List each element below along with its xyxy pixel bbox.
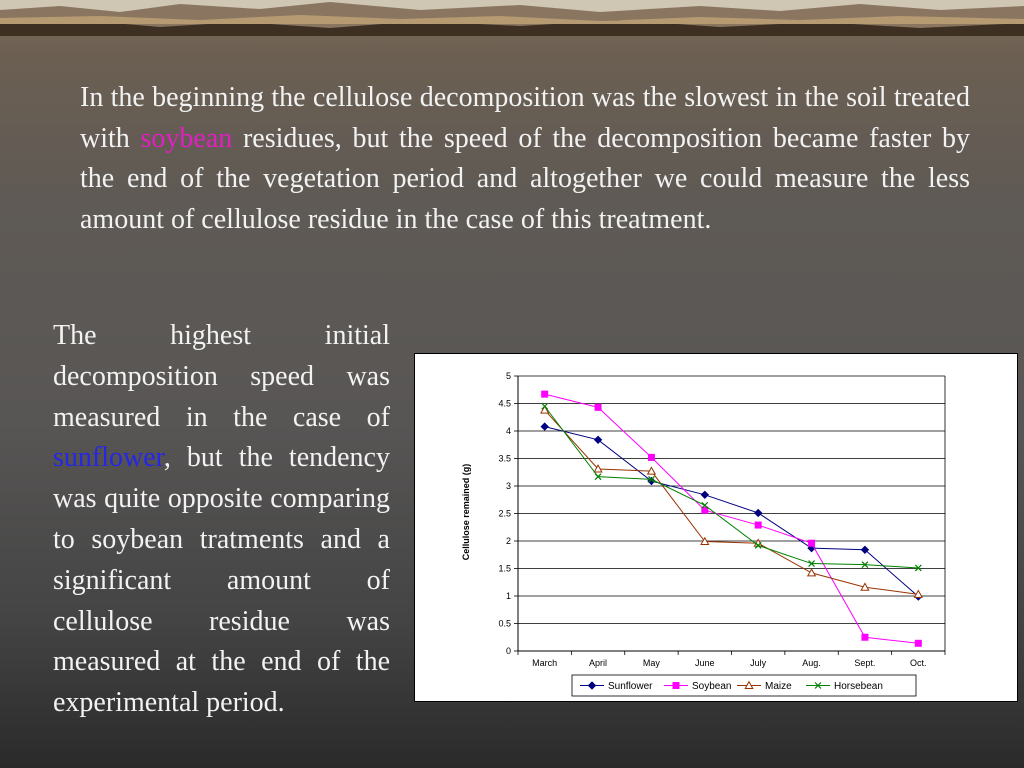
legend-label-maize: Maize	[765, 681, 792, 692]
y-tick-label: 5	[505, 371, 511, 381]
cellulose-line-chart	[415, 354, 1017, 701]
soybean-highlight: soybean	[140, 122, 233, 154]
sunflower-highlight: sunflower	[53, 442, 164, 474]
y-tick-label: 2	[505, 536, 511, 546]
x-tick-label: Oct.	[910, 658, 927, 668]
intro-text-start: In the beginning the cellulose decomposition was the slowest in the soil treated with	[80, 82, 970, 154]
data-point-soybean	[755, 522, 761, 528]
y-tick-label: 2.5	[498, 508, 511, 519]
series-line-horsebean	[545, 406, 919, 568]
cellulose-chart-panel	[414, 353, 1018, 702]
y-tick-label: 3.5	[498, 453, 511, 464]
data-point-sunflower	[755, 509, 762, 516]
intro-paragraph	[80, 78, 970, 240]
sunflower-text-end: , but the tendency was quite opposite comparing to soybean tratments and a significant amount of cellulose residue was measured at the end of the experimental period.	[53, 442, 390, 719]
data-point-soybean	[648, 454, 654, 460]
y-tick-label: 1.5	[498, 563, 511, 574]
y-tick-label: 1	[505, 591, 511, 601]
y-axis-label: Cellulose remained (g)	[461, 463, 471, 561]
x-tick-label: Aug.	[802, 658, 821, 668]
legend-label-soybean: Soybean	[692, 681, 732, 692]
x-tick-label: June	[695, 658, 715, 668]
legend-label-horsebean: Horsebean	[834, 681, 883, 692]
series-line-soybean	[545, 394, 919, 643]
chart-gridlines	[518, 376, 945, 651]
y-tick-label: 0	[505, 646, 511, 656]
legend-label-sunflower: Sunflower	[608, 681, 653, 692]
chart-series	[541, 391, 922, 646]
data-point-soybean	[862, 634, 868, 640]
data-point-soybean	[915, 640, 921, 646]
x-tick-label: July	[750, 658, 767, 668]
x-tick-label: March	[532, 658, 558, 668]
legend-marker-soybean	[673, 683, 679, 689]
y-tick-label: 0.5	[498, 618, 511, 629]
y-tick-label: 4.5	[498, 398, 511, 409]
data-point-soybean	[595, 404, 601, 410]
y-tick-label: 4	[505, 426, 511, 436]
x-tick-label: April	[589, 658, 608, 668]
sunflower-text-start: The highest initial decomposition speed was measured in the case of	[53, 320, 390, 433]
data-point-sunflower	[541, 423, 548, 430]
chart-legend	[572, 675, 916, 696]
data-point-soybean	[809, 540, 815, 546]
decorative-landscape-banner	[0, 0, 1024, 36]
y-tick-label: 3	[505, 481, 511, 491]
intro-text-end: residues, but the speed of the decomposition became faster by the end of the vegetation period and altogether we could measure the less amount of cellulose residue in the case of this treatment.	[80, 122, 970, 235]
data-point-soybean	[542, 391, 548, 397]
x-tick-label: Sept.	[854, 658, 876, 668]
data-point-sunflower	[701, 491, 708, 498]
sunflower-paragraph	[53, 316, 390, 724]
x-tick-label: May	[642, 658, 660, 668]
data-point-maize	[808, 569, 816, 576]
series-line-sunflower	[545, 427, 919, 597]
